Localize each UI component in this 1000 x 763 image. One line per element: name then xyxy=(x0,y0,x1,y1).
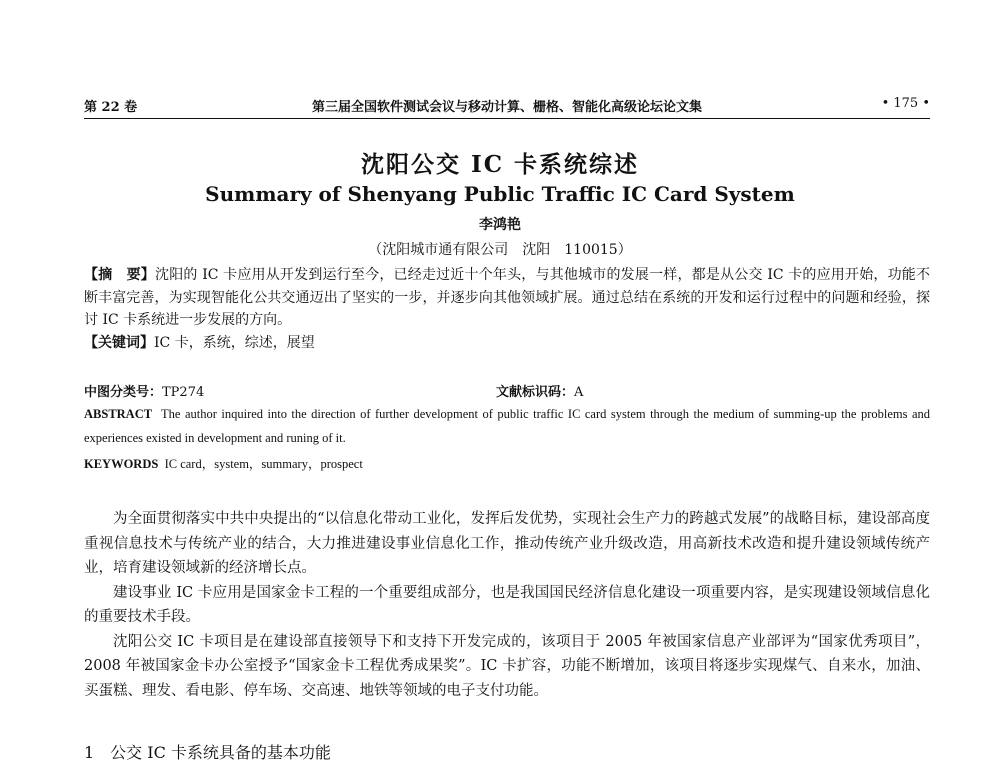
abstract-cn-text: 沈阳的 IC 卡应用从开发到运行至今，已经走过近十个年头，与其他城市的发展一样，都是从公交 IC 卡的应用开始，功能不断丰富完善，为实现智能化公共交通迈出了坚实的一步，并逐步向其他领域扩展。通过总结在系统的开发和运行过程中的问题和经验，探讨 IC 卡系统进一步发展的方向。 xyxy=(84,267,930,328)
doc-code xyxy=(496,381,583,400)
abstract-en-text: The author inquired into the direction of further development of public traffic IC card system through the medium of summing-up the problems and experiences existed in development and runing of it. xyxy=(84,407,931,445)
keywords-en-text: IC card，system，summary，prospect xyxy=(164,457,363,471)
clc-code xyxy=(84,385,204,400)
author: 李鸿艳 xyxy=(479,217,521,233)
keywords-cn xyxy=(84,332,930,354)
abstract-cn-label: 【摘 要】 xyxy=(84,267,155,283)
clc-value: TP274 xyxy=(162,385,205,400)
section-heading: 1 公交 IC 卡系统具备的基本功能 xyxy=(84,743,331,762)
clc-label: 中图分类号： xyxy=(84,385,163,400)
classification-line xyxy=(84,381,930,400)
keywords-cn-text: IC 卡，系统，综述，展望 xyxy=(154,335,315,351)
abstract-en-label: ABSTRACT xyxy=(84,407,153,421)
doc-value: A xyxy=(574,385,584,400)
keywords-cn-label: 【关键词】 xyxy=(84,335,154,351)
journal-title: 第三届全国软件测试会议与移动计算、栅格、智能化高级论坛论文集 xyxy=(311,100,702,115)
paper-title-en: Summary of Shenyang Public Traffic IC Card System xyxy=(205,182,795,206)
keywords-en xyxy=(84,454,930,472)
abstract-en xyxy=(84,402,930,450)
affiliation: （沈阳城市通有限公司 沈阳 110015） xyxy=(368,242,632,258)
doc-label: 文献标识码： xyxy=(496,385,575,400)
body-paragraph-1: 为全面贯彻落实中共中央提出的“以信息化带动工业化，发挥后发优势，实现社会生产力的跨越式发展”的战略目标，建设部高度重视信息技术与传统产业的结合，大力推进建设事业信息化工作，推动传统产业升级改造，用高新技术改造和提升建设领域传统产业，培育建设领域新的经济增长点。 xyxy=(84,511,930,576)
body-paragraph-2: 建设事业 IC 卡应用是国家金卡工程的一个重要组成部分，也是我国国民经济信息化建设一项重要内容，是实现建设领域信息化的重要技术手段。 xyxy=(84,584,930,625)
body-paragraph-3: 沈阳公交 IC 卡项目是在建设部直接领导下和支持下开发完成的，该项目于 2005 年被国家信息产业部评为“国家优秀项目”，2008 年被国家金卡办公室授予“国家金卡工程优秀成果奖”。IC 卡扩容，功能不断增加，该项目将逐步实现煤气、自来水，加油、买蛋糕、理发、看电影、停车场、交高速、地铁等领域的电子支付功能。 xyxy=(84,633,930,699)
running-header xyxy=(84,96,930,116)
page-number: • 175 • xyxy=(881,96,930,111)
volume-label: 第 22 卷 xyxy=(84,100,138,115)
header-rule xyxy=(84,118,930,119)
abstract-cn xyxy=(84,264,930,332)
paper-title-cn: 沈阳公交 IC 卡系统综述 xyxy=(360,151,640,178)
keywords-en-label: KEYWORDS xyxy=(84,457,159,471)
body-text xyxy=(84,507,930,703)
